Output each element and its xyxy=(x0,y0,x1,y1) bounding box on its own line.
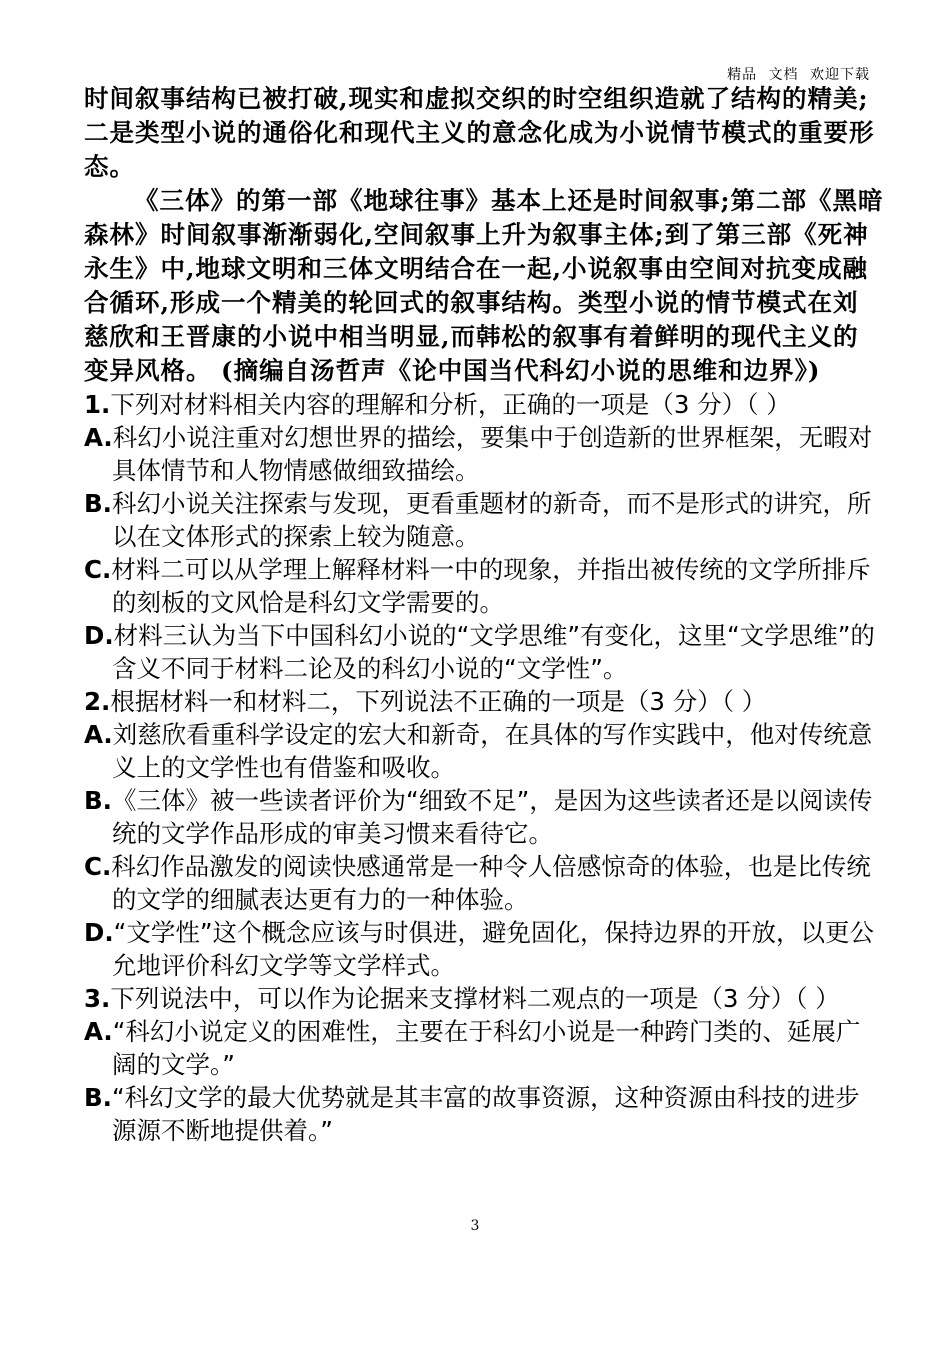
option xyxy=(84,850,884,916)
option xyxy=(84,553,884,619)
question-block xyxy=(84,388,884,685)
question-text: 下列对材料相关内容的理解和分析，正确的一项是（3 分）（ ） xyxy=(110,390,791,419)
option xyxy=(84,718,884,784)
question-text: 根据材料一和材料二，下列说法不正确的一项是（3 分）（ ） xyxy=(110,687,767,716)
option-text: 科幻作品激发的阅读快感通常是一种令人倍感惊奇的体验，也是比传统的文学的细腻表达更有力的一种体验。 xyxy=(111,852,871,914)
option-letter: A. xyxy=(84,423,113,452)
question-block xyxy=(84,982,884,1147)
question-number: 3. xyxy=(84,984,111,1013)
option-text: 刘慈欣看重科学设定的宏大和新奇，在具体的写作实践中，他对传统意义上的文学性也有借鉴和吸收。 xyxy=(112,720,873,782)
option-text: “文学性”这个概念应该与时俱进，避免固化，保持边界的开放，以更公允地评价科幻文学等文学样式。 xyxy=(112,918,875,980)
page-number: 3 xyxy=(470,1218,480,1234)
passage-paragraph: 时间叙事结构已被打破,现实和虚拟交织的时空组织造就了结构的精美;二是类型小说的通俗化和现代主义的意念化成为小说情节模式的重要形态。 xyxy=(84,84,875,181)
option-letter: C. xyxy=(84,852,112,881)
page-header xyxy=(721,64,870,84)
question-stem xyxy=(84,982,884,1015)
header-item: 文档 xyxy=(768,67,799,83)
question-stem xyxy=(84,685,884,718)
option-text: “科幻小说定义的困难性，主要在于科幻小说是一种跨门类的、延展广阔的文学。” xyxy=(112,1017,861,1079)
question-block xyxy=(84,685,884,982)
option-letter: D. xyxy=(84,918,114,947)
option-letter: B. xyxy=(84,786,112,815)
option-letter: C. xyxy=(84,555,112,584)
header-item: 精品 xyxy=(727,67,758,83)
page-content xyxy=(84,82,884,1147)
question-number: 1. xyxy=(84,390,111,419)
option-letter: B. xyxy=(84,489,112,518)
option-text: 科幻小说注重对幻想世界的描绘，要集中于创造新的世界框架，无暇对具体情节和人物情感做细致描绘。 xyxy=(112,423,873,485)
option-letter: A. xyxy=(84,720,113,749)
question-number: 2. xyxy=(84,687,111,716)
option xyxy=(84,619,884,685)
option xyxy=(84,784,884,850)
option xyxy=(84,916,884,982)
option-text: 科幻小说关注探索与发现，更看重题材的新奇，而不是形式的讲究，所以在文体形式的探索上较为随意。 xyxy=(111,489,872,551)
option-text: “科幻文学的最大优势就是其丰富的故事资源，这种资源由科技的进步源源不断地提供着。” xyxy=(111,1083,860,1145)
option-letter: A. xyxy=(84,1017,113,1046)
option xyxy=(84,487,884,553)
option-text: 《三体》被一些读者评价为“细致不足”，是因为这些读者还是以阅读传统的文学作品形成的审美习惯来看待它。 xyxy=(111,786,873,848)
question-text: 下列说法中，可以作为论据来支撑材料二观点的一项是（3 分）（ ） xyxy=(110,984,840,1013)
header-item: 欢迎下载 xyxy=(810,67,870,83)
option-letter: B. xyxy=(84,1083,112,1112)
option xyxy=(84,421,884,487)
option-letter: D. xyxy=(84,621,114,650)
option-text: 材料三认为当下中国科幻小说的“文学思维”有变化，这里“文学思维”的含义不同于材料二论及的科幻小说的“文学性”。 xyxy=(112,621,875,683)
option-text: 材料二可以从学理上解释材料一中的现象，并指出被传统的文学所排斥的刻板的文风恰是科幻文学需要的。 xyxy=(111,555,871,617)
option xyxy=(84,1015,884,1081)
option xyxy=(84,1081,884,1147)
question-stem xyxy=(84,388,884,421)
passage-paragraph: 《三体》的第一部《地球往事》基本上还是时间叙事;第二部《黑暗森林》时间叙事渐渐弱化,空间叙事上升为叙事主体;到了第三部《死神永生》中,地球文明和三体文明结合在一起,小说叙事由空间对抗变成融合循环,形成一个精美的轮回式的叙事结构。类型小说的情节模式在刘慈欣和王晋康的小说中相当明显,而韩松的叙事有着鲜明的现代主义的变异风格。 (摘编自汤哲声《论中国当代科幻小说的思维和边界》) xyxy=(84,186,884,385)
